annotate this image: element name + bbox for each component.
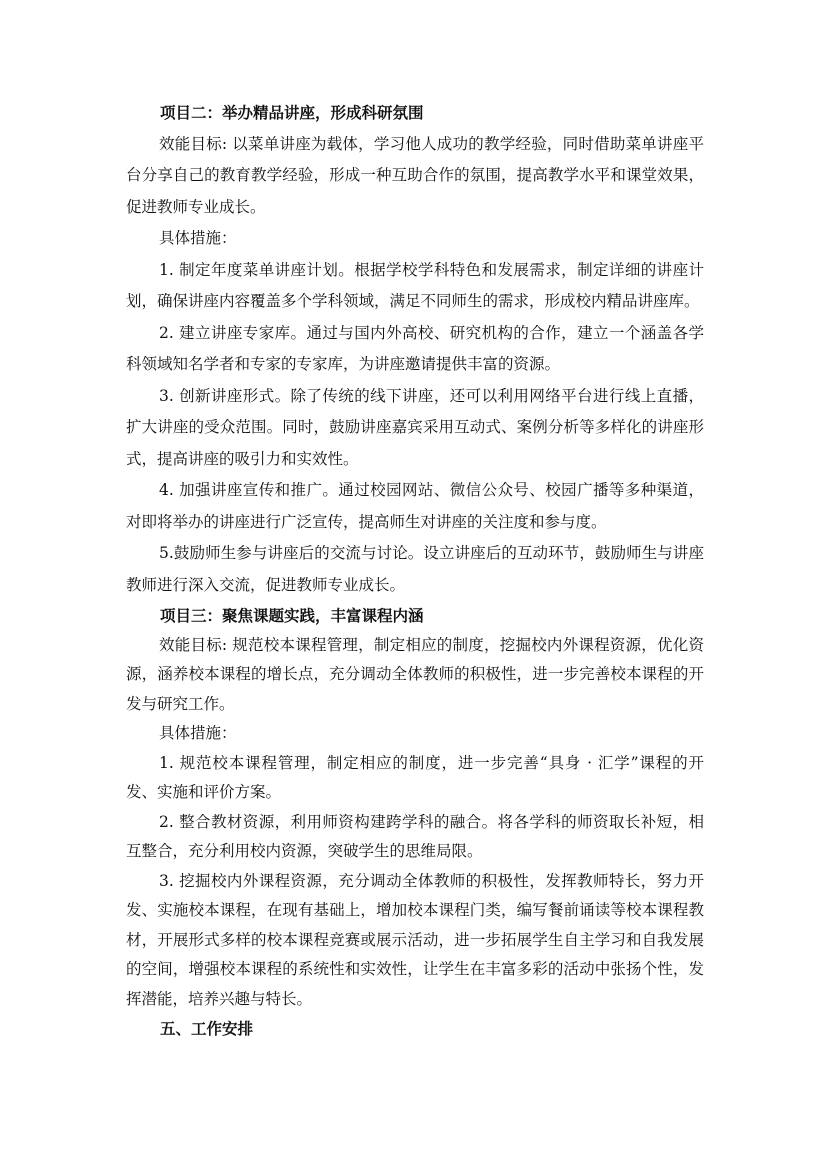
project-three-measure-2: 2. 整合教材资源，利用师资构建跨学科的融合。将各学科的师资取长补短，相互整合，充分利用校内资源，突破学生的思维局限。: [126, 812, 704, 860]
project-two-measure-5: 5.鼓励师生参与讲座后的交流与讨论。设立讲座后的互动环节，鼓励师生与讲座教师进行深入交流，促进教师专业成长。: [126, 544, 704, 594]
project-two-measure-1: 1. 制定年度菜单讲座计划。根据学校学科特色和发展需求，制定详细的讲座计划，确保讲座内容覆盖多个学科领域，满足不同师生的需求，形成校内精品讲座库。: [126, 260, 704, 310]
project-three-goal: 效能目标: 规范校本课程管理，制定相应的制度，挖掘校内外课程资源，优化资源，涵养校本课程的增长点，充分调动全体教师的积极性，进一步完善校本课程的开发与研究工作。: [126, 635, 704, 713]
project-three-heading: 项目三：聚焦课题实践，丰富课程内涵: [160, 606, 424, 625]
project-two-goal: 效能目标: 以菜单讲座为载体，学习他人成功的教学经验，同时借助菜单讲座平台分享自己的教育教学经验，形成一种互助合作的氛围，提高教学水平和课堂效果，促进教师专业成长。: [126, 134, 704, 216]
project-two-measure-3: 3. 创新讲座形式。除了传统的线下讲座，还可以利用网络平台进行线上直播，扩大讲座的受众范围。同时，鼓励讲座嘉宾采用互动式、案例分析等多样化的讲座形式，提高讲座的吸引力和实效性。: [126, 386, 704, 468]
section-five-heading: 五、工作安排: [160, 1019, 254, 1038]
project-three-measure-3: 3. 挖掘校内外课程资源，充分调动全体教师的积极性，发挥教师特长，努力开发、实施校本课程，在现有基础上，增加校本课程门类，编写餐前诵读等校本课程教材，开展形式多样的校本课程竞赛或展示活动，进一步拓展学生自主学习和自我发展的空间，增强校本课程的系统性和实效性，让学生在丰富多彩的活动中张扬个性，发挥潜能，培养兴趣与特长。: [126, 871, 704, 1008]
document-body: [126, 97, 704, 1044]
project-two-measure-2: 2. 建立讲座专家库。通过与国内外高校、研究机构的合作，建立一个涵盖各学科领域知名学者和专家的专家库，为讲座邀请提供丰富的资源。: [126, 323, 704, 373]
project-two-heading: 项目二：举办精品讲座，形成科研氛围: [160, 103, 424, 122]
project-three-measure-1: 1. 规范校本课程管理，制定相应的制度，进一步完善“具身 · 汇学”课程的开发、实施和评价方案。: [126, 753, 704, 801]
project-two-measure-4: 4. 加强讲座宣传和推广。通过校园网站、微信公众号、校园广播等多种渠道，对即将举办的讲座进行广泛宣传，提高师生对讲座的关注度和参与度。: [126, 481, 704, 531]
project-three-measures-label: 具体措施：: [159, 724, 237, 742]
project-two-measures-label: 具体措施：: [159, 229, 237, 247]
